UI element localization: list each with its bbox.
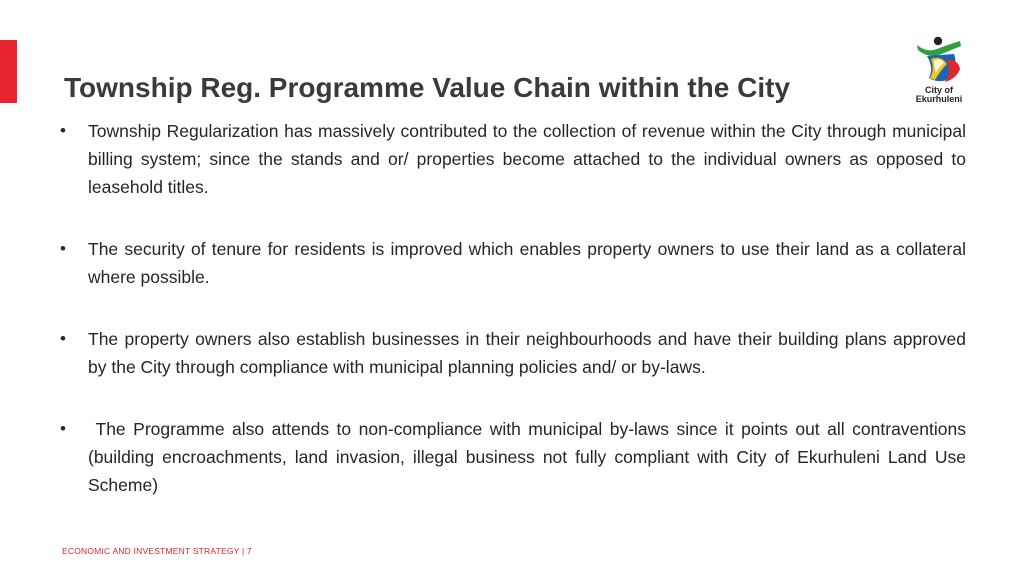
- bullet-marker: •: [60, 121, 66, 140]
- slide-title: Township Reg. Programme Value Chain within the City: [64, 72, 791, 103]
- bullet-item: [60, 117, 966, 201]
- logo-line-ekurhuleni: Ekurhuleni: [915, 94, 963, 104]
- accent-bar: [0, 40, 17, 103]
- city-logo: [904, 36, 974, 108]
- footer-separator: |: [241, 546, 245, 556]
- logo-line-city-of: City of: [925, 85, 953, 95]
- bullet-text: The security of tenure for residents is improved which enables property owners to use their land as a collateral where possible.: [88, 239, 966, 287]
- city-of-ekurhuleni-logo-icon: [914, 36, 964, 84]
- bullet-item: [60, 415, 971, 499]
- page-number: 7: [246, 546, 252, 556]
- footer: [62, 545, 252, 557]
- footer-section: ECONOMIC AND INVESTMENT STRATEGY: [62, 546, 240, 556]
- bullet-marker: •: [60, 239, 66, 258]
- bullet-list: [60, 117, 971, 499]
- bullet-text: The Programme also attends to non-compliance with municipal by-laws since it points out all contraventions (building encroachments, land invasion, illegal business not fully compliant with City of Ekurhuleni Land Use Scheme): [88, 419, 971, 495]
- logo-text: [904, 86, 974, 104]
- bullet-marker: •: [60, 419, 66, 438]
- bullet-item: [60, 325, 966, 381]
- bullet-marker: •: [60, 329, 66, 348]
- bullet-item: [60, 235, 966, 291]
- bullet-text: The property owners also establish businesses in their neighbourhoods and have their building plans approved by the City through compliance with municipal planning policies and/ or by-laws.: [88, 329, 966, 377]
- bullet-text: Township Regularization has massively contributed to the collection of revenue within the City through municipal billing system; since the stands and or/ properties become attached to the individual owners as opposed to leasehold titles.: [88, 121, 966, 197]
